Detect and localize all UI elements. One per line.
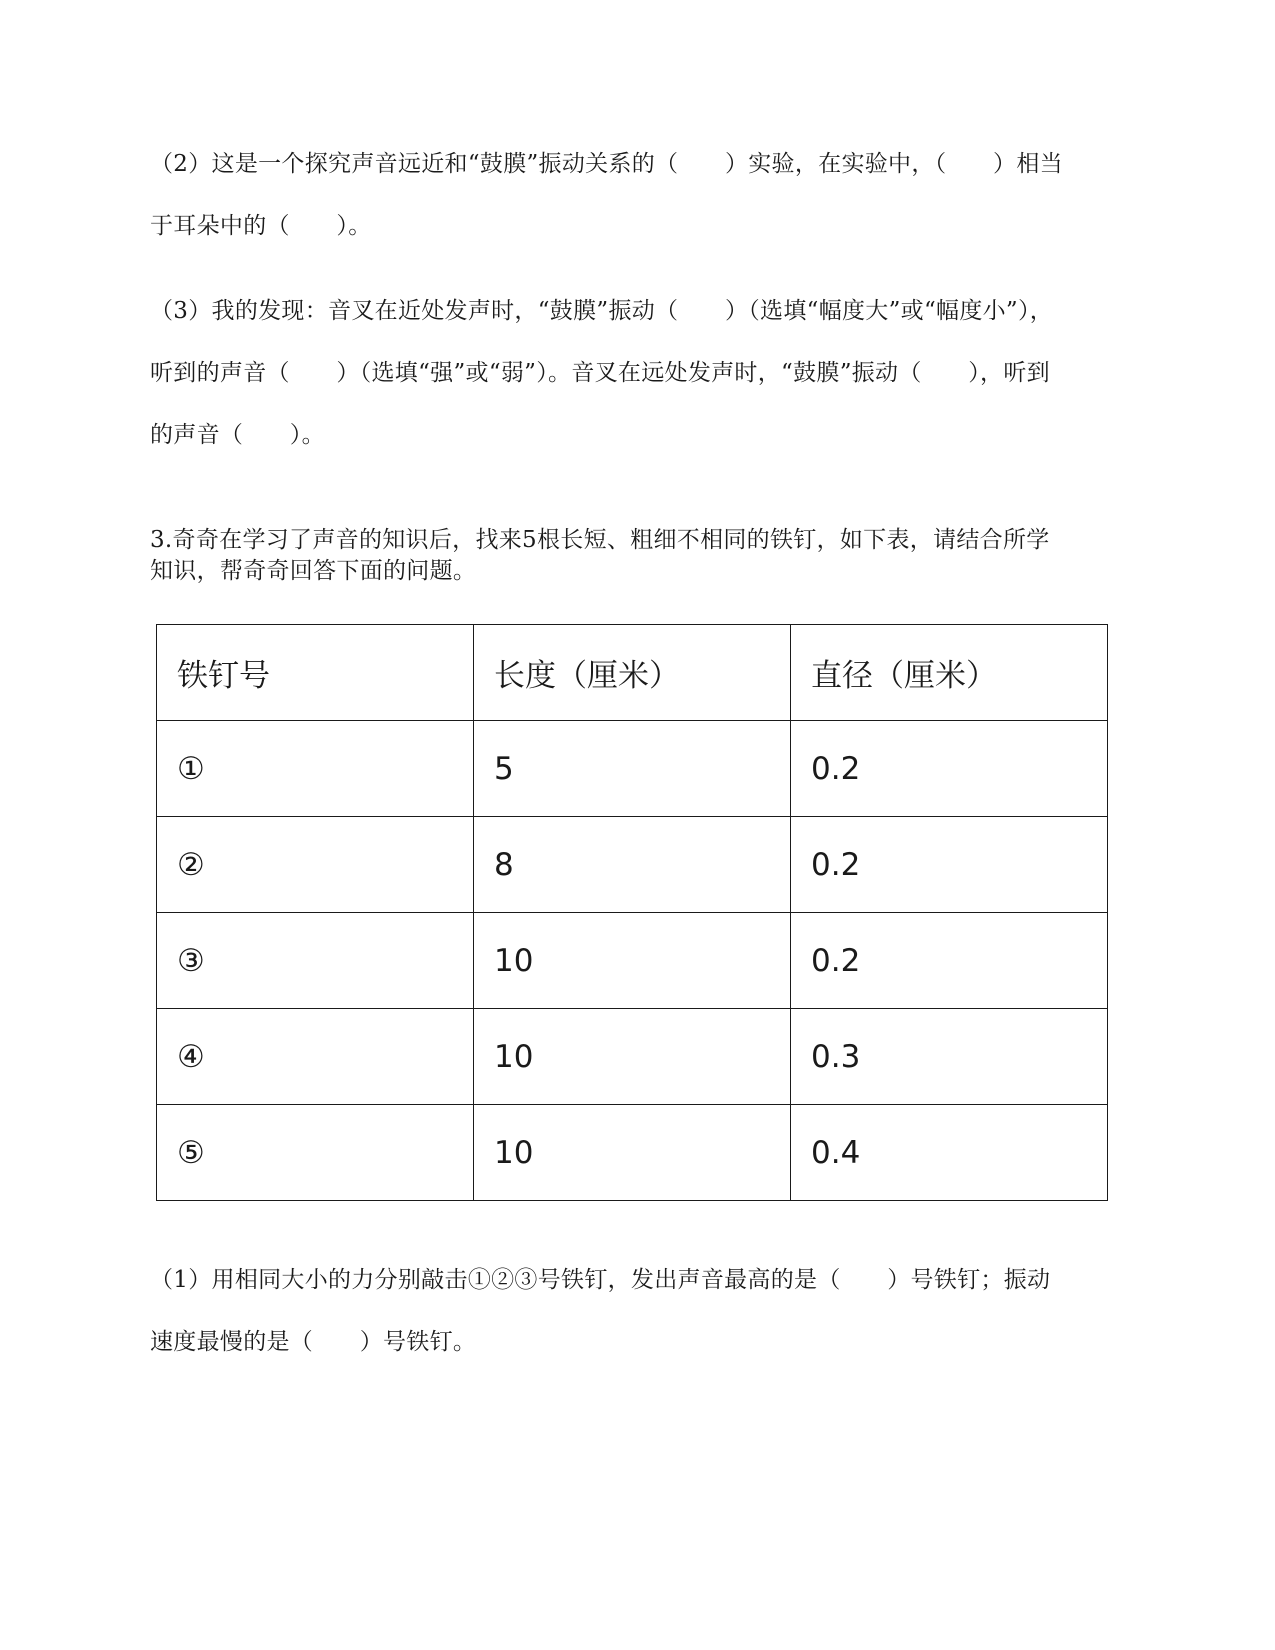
diameter-cell: 0.2: [791, 913, 1108, 1009]
part3-line2: 听到的声音（ ）（选填“强”或“弱”）。音叉在远处发声时，“鼓膜”振动（ ），听到: [150, 360, 1050, 386]
header-nail-number: 铁钉号: [157, 625, 474, 721]
nail-number-cell: ②: [157, 817, 474, 913]
length-cell: 8: [474, 817, 791, 913]
nail-number-cell: ①: [157, 721, 474, 817]
nail-number-cell: ④: [157, 1009, 474, 1105]
diameter-cell: 0.3: [791, 1009, 1108, 1105]
nail-number-cell: ⑤: [157, 1105, 474, 1201]
length-cell: 10: [474, 1105, 791, 1201]
header-diameter: 直径（厘米）: [791, 625, 1108, 721]
header-length: 长度（厘米）: [474, 625, 791, 721]
table-row: [157, 913, 1108, 1009]
part2-line1: （2）这是一个探究声音远近和“鼓膜”振动关系的（ ）实验，在实验中，（ ）相当: [150, 151, 1063, 177]
table-header-row: [157, 625, 1108, 721]
part3-line3: 的声音（ ）。: [150, 422, 325, 448]
table-row: [157, 1009, 1108, 1105]
question3-line1: 3.奇奇在学习了声音的知识后，找来5根长短、粗细不相同的铁钉，如下表，请结合所学: [150, 527, 1050, 553]
length-cell: 10: [474, 1009, 791, 1105]
nail-table: [156, 624, 1108, 1201]
diameter-cell: 0.2: [791, 721, 1108, 817]
length-cell: 10: [474, 913, 791, 1009]
part2-line2: 于耳朵中的（ ）。: [150, 213, 372, 239]
table-row: [157, 817, 1108, 913]
subq1-line2: 速度最慢的是（ ）号铁钉。: [150, 1329, 477, 1355]
question3-line2: 知识，帮奇奇回答下面的问题。: [150, 558, 477, 584]
table-row: [157, 721, 1108, 817]
diameter-cell: 0.4: [791, 1105, 1108, 1201]
table-row: [157, 1105, 1108, 1201]
diameter-cell: 0.2: [791, 817, 1108, 913]
length-cell: 5: [474, 721, 791, 817]
part3-line1: （3）我的发现：音叉在近处发声时，“鼓膜”振动（ ）（选填“幅度大”或“幅度小”），: [150, 298, 1054, 324]
nail-number-cell: ③: [157, 913, 474, 1009]
subq1-line1: （1）用相同大小的力分别敲击①②③号铁钉，发出声音最高的是（ ）号铁钉；振动: [150, 1267, 1051, 1293]
